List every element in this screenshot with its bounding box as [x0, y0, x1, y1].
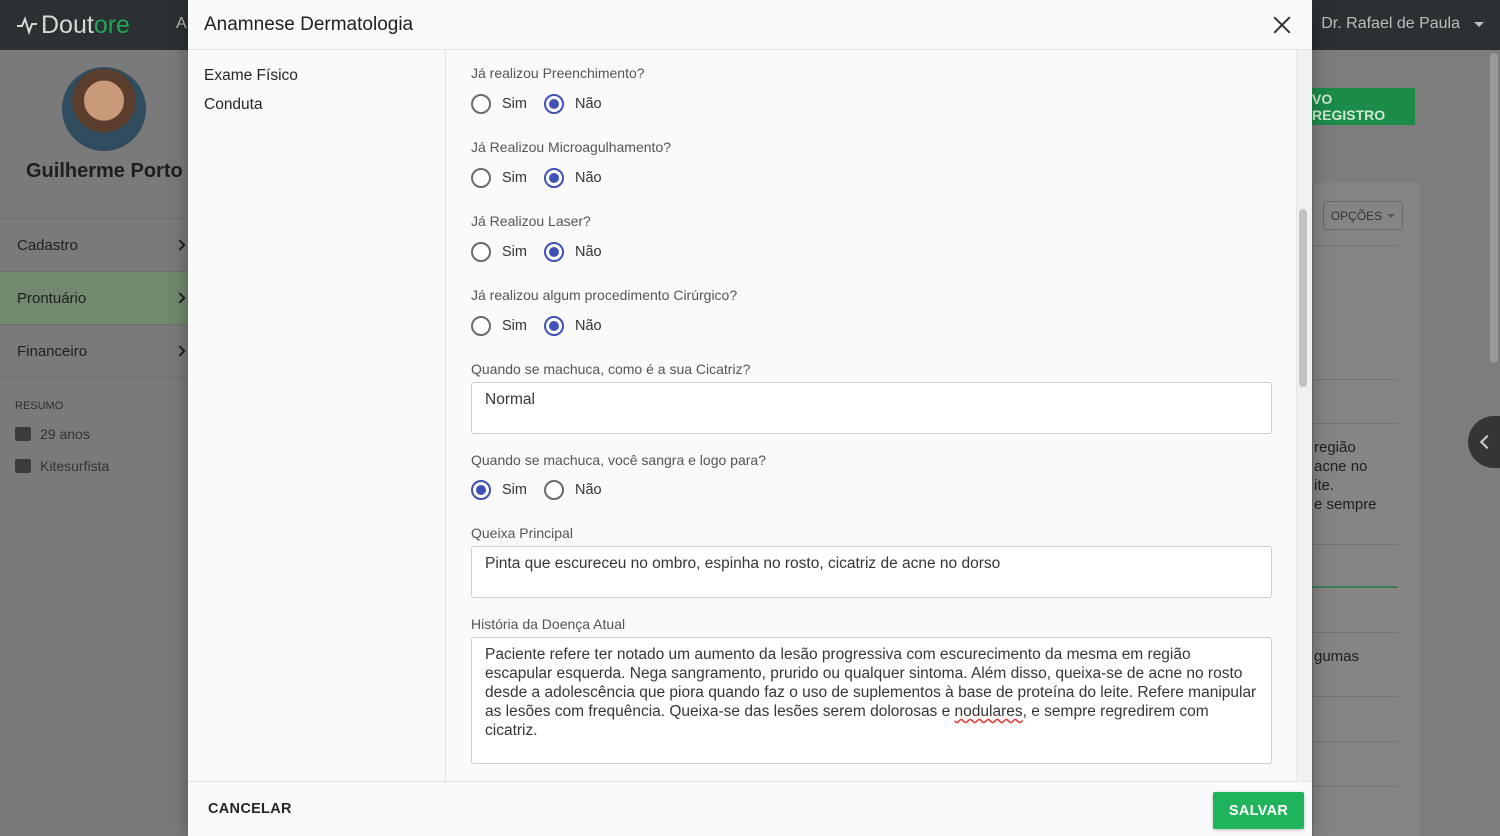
- new-record-button[interactable]: VO REGISTRO: [1312, 88, 1415, 125]
- options-label: OPÇÕES: [1330, 208, 1383, 223]
- modal-header: [188, 0, 1312, 50]
- radio-label-nao: Não: [574, 318, 602, 334]
- history-textarea[interactable]: [471, 637, 1272, 764]
- radio-label-sim: Sim: [502, 170, 527, 186]
- logo-accent: ore: [93, 10, 130, 39]
- collapse-panel-button[interactable]: [1468, 416, 1500, 468]
- question-label: Já Realizou Microagulhamento?: [471, 139, 671, 155]
- divider: [1312, 544, 1398, 545]
- divider: [1312, 632, 1398, 633]
- complaint-input[interactable]: Pinta que escureceu no ombro, espinha no rosto, cicatriz de acne no dorso: [471, 546, 1272, 598]
- radio-label-sim: Sim: [502, 96, 527, 112]
- question-label: Quando se machuca, você sangra e logo para?: [471, 452, 766, 468]
- spellcheck-word: nodulares: [954, 703, 1023, 720]
- radio-nao[interactable]: [544, 168, 564, 188]
- occupation-text: Kitesurfista: [40, 458, 110, 474]
- question-label: Já Realizou Laser?: [471, 213, 591, 229]
- app-logo[interactable]: [16, 10, 130, 40]
- patient-sidebar: [0, 50, 188, 836]
- pulse-icon: [16, 14, 38, 36]
- chevron-right-icon: [174, 345, 185, 356]
- divider: [1312, 423, 1398, 424]
- modal-scrollbar-track[interactable]: [1296, 50, 1312, 781]
- divider: [1312, 245, 1398, 246]
- background-snippet: gumas: [1314, 648, 1360, 665]
- radio-group-sangramento: [471, 478, 619, 502]
- radio-sim[interactable]: [471, 242, 491, 262]
- radio-group-cirurgico: [471, 314, 619, 338]
- nav-item-conduta[interactable]: Conduta: [204, 96, 263, 113]
- top-nav-item[interactable]: A: [176, 15, 187, 32]
- sidebar-item-prontuario[interactable]: [0, 272, 188, 325]
- divider: [1312, 696, 1398, 697]
- page-scrollbar[interactable]: [1490, 53, 1498, 363]
- modal-section-nav: [188, 50, 446, 781]
- question-label: Queixa Principal: [471, 525, 573, 541]
- sidebar-item-cadastro[interactable]: [0, 219, 188, 272]
- background-snippet: ite.: [1314, 477, 1335, 494]
- close-icon[interactable]: [1270, 13, 1294, 37]
- anamnese-modal: [188, 0, 1312, 836]
- question-label: Já realizou algum procedimento Cirúrgico?: [471, 287, 738, 303]
- patient-avatar: [62, 67, 146, 151]
- modal-footer: [188, 781, 1312, 836]
- divider: [1312, 586, 1398, 588]
- divider: [1312, 741, 1398, 742]
- sidebar-item-label: Financeiro: [17, 342, 88, 360]
- divider: [1312, 786, 1398, 787]
- radio-label-nao: Não: [574, 482, 602, 498]
- sidebar-item-financeiro[interactable]: [0, 325, 188, 378]
- radio-nao[interactable]: [544, 94, 564, 114]
- radio-group-laser: [471, 240, 619, 264]
- summary-occupation: [15, 458, 109, 474]
- age-text: 29 anos: [40, 426, 90, 442]
- radio-nao[interactable]: [544, 242, 564, 262]
- radio-label-sim: Sim: [502, 482, 527, 498]
- sidebar-menu: [0, 218, 188, 378]
- radio-sim[interactable]: [471, 316, 491, 336]
- radio-sim[interactable]: [471, 168, 491, 188]
- sidebar-item-label: Prontuário: [17, 289, 87, 307]
- cake-icon: [15, 427, 31, 441]
- radio-label-sim: Sim: [502, 318, 527, 334]
- user-name: Dr. Rafael de Paula: [1321, 15, 1460, 32]
- radio-sim[interactable]: [471, 94, 491, 114]
- chevron-right-icon: [174, 239, 185, 250]
- radio-group-microagulhamento: [471, 166, 619, 190]
- chevron-left-icon: [1480, 435, 1494, 449]
- background-snippet: região: [1314, 439, 1356, 456]
- question-label: Já realizou Preenchimento?: [471, 65, 645, 81]
- modal-form: [446, 50, 1312, 781]
- caret-down-icon: [1474, 22, 1484, 27]
- radio-sim[interactable]: [471, 480, 491, 500]
- radio-group-preenchimento: [471, 92, 619, 116]
- radio-label-nao: Não: [574, 96, 602, 112]
- radio-label-nao: Não: [574, 170, 602, 186]
- nav-item-exame-fisico[interactable]: Exame Físico: [204, 67, 298, 84]
- divider: [1312, 379, 1398, 380]
- scar-input[interactable]: Normal: [471, 382, 1272, 434]
- history-text-end: , e sempre regredirem com cicatriz.: [485, 703, 1209, 739]
- save-button[interactable]: SALVAR: [1213, 792, 1304, 829]
- user-menu[interactable]: [1321, 15, 1484, 33]
- modal-scrollbar-thumb[interactable]: [1299, 209, 1307, 387]
- summary-age: [15, 426, 90, 442]
- logo-text: Dout: [41, 10, 94, 39]
- cancel-button[interactable]: CANCELAR: [208, 801, 292, 817]
- history-text: Paciente refere ter notado um aumento da lesão progressiva com escurecimento da mesma em região escapular esquerda. Nega sangramento, prurido ou qualquer sintoma. Além disso, queixa-se de acne no rosto desde a adolescência que piora quando faz o uso de suplementos à base de proteína do leite. Refere manipular as lesões com frequência. Queixa-se das lesões serem dolorosas e: [485, 646, 1257, 720]
- caret-down-icon: [1387, 214, 1395, 218]
- background-content: [1312, 50, 1500, 836]
- background-snippet: e sempre: [1314, 496, 1377, 513]
- question-label: História da Doença Atual: [471, 616, 626, 632]
- radio-nao[interactable]: [544, 480, 564, 500]
- summary-title: RESUMO: [15, 400, 64, 412]
- question-label: Quando se machuca, como é a sua Cicatriz?: [471, 361, 751, 377]
- background-snippet: acne no: [1314, 458, 1368, 475]
- chevron-right-icon: [174, 292, 185, 303]
- briefcase-icon: [15, 459, 31, 473]
- patient-name: Guilherme Porto: [26, 160, 183, 182]
- radio-nao[interactable]: [544, 316, 564, 336]
- sidebar-item-label: Cadastro: [17, 236, 78, 254]
- radio-label-sim: Sim: [502, 244, 527, 260]
- modal-title: Anamnese Dermatologia: [204, 14, 414, 35]
- radio-label-nao: Não: [574, 244, 602, 260]
- options-dropdown[interactable]: [1323, 201, 1403, 230]
